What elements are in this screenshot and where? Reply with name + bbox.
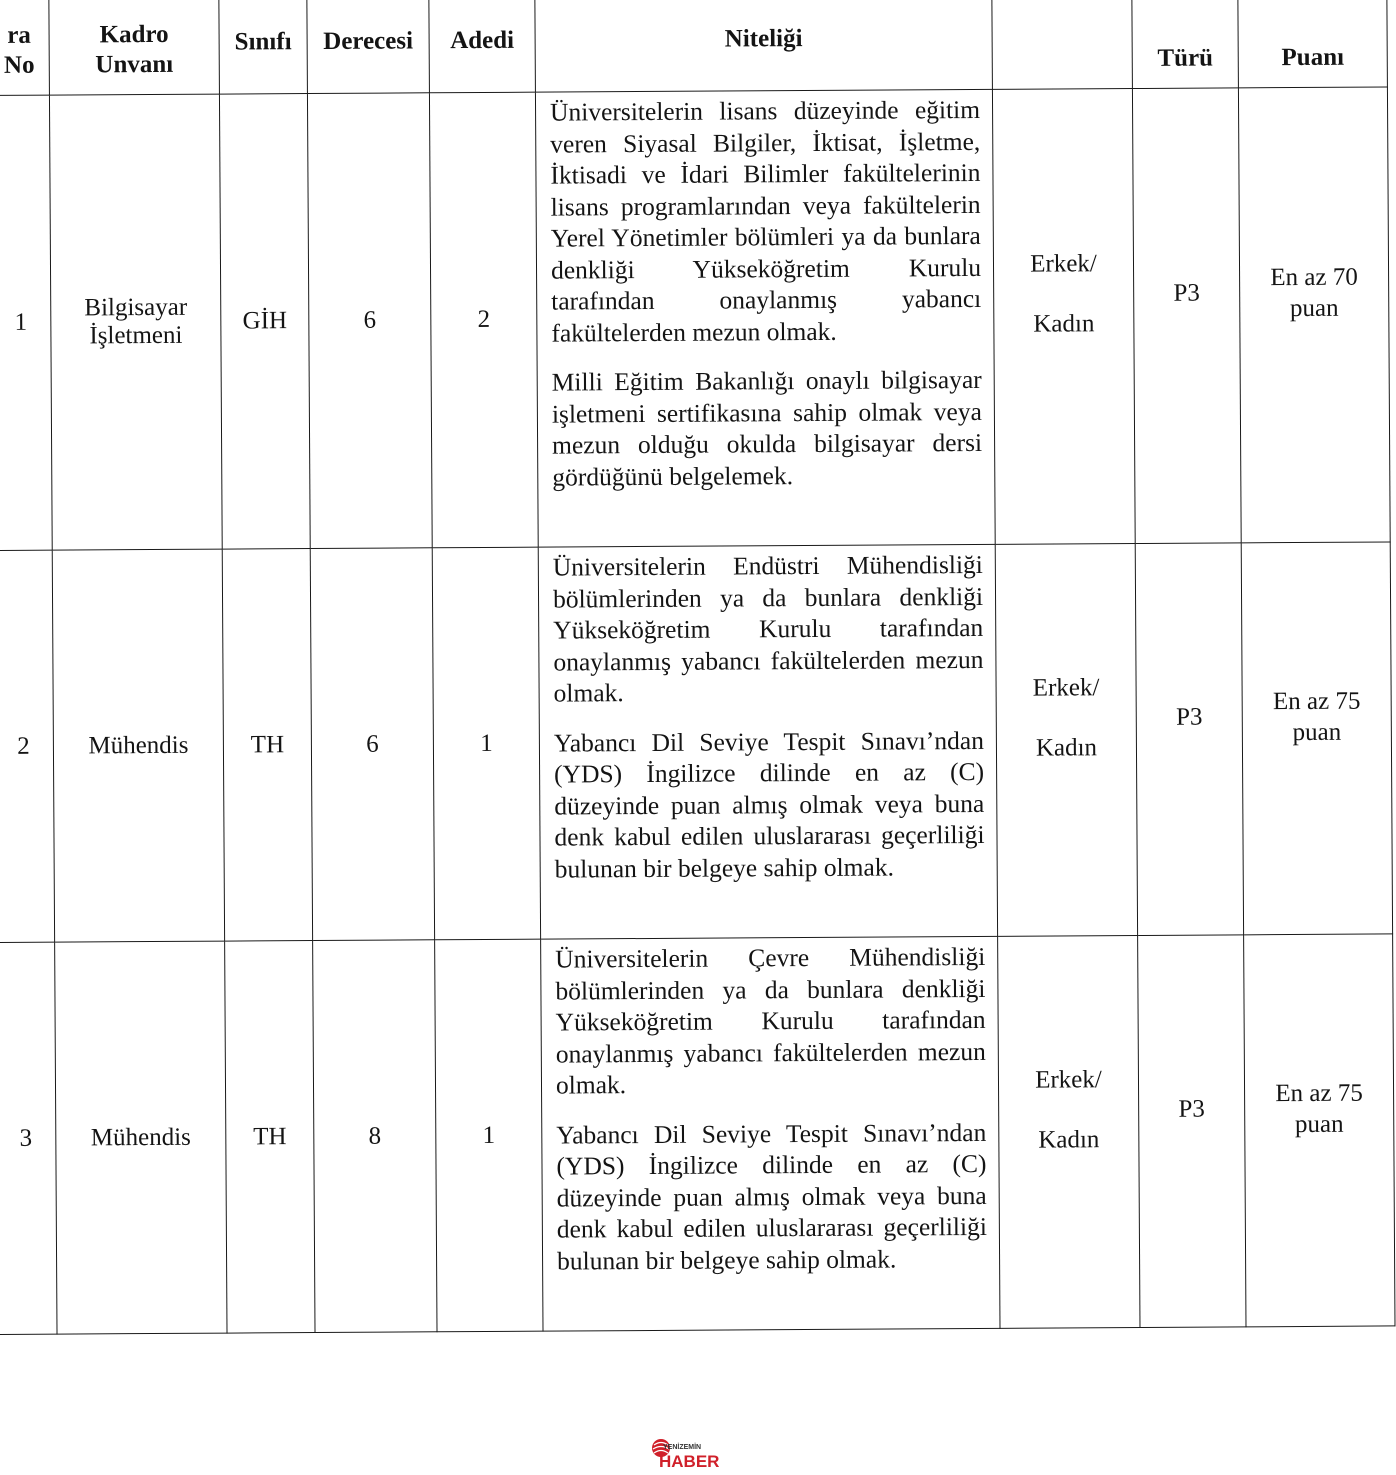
table-row	[0, 87, 1390, 551]
nitelik-paragraph-1: Üniversitelerin Çevre Mühendisliği bölümlerinden ya da bunlara denkliği Yükseköğretim Kurulu tarafından onaylanmış yabancı fakültelerden mezun olmak.	[555, 941, 986, 1100]
cell-nitelik	[538, 544, 997, 939]
header-kpss-turu-label: Türü	[1157, 44, 1214, 72]
cell-derece: 8	[313, 940, 437, 1333]
cell-kpss-turu	[1138, 935, 1246, 1328]
cell-no: 1	[0, 95, 52, 550]
header-adedi-label: Adedi	[450, 26, 515, 55]
cell-cinsiyet	[992, 89, 1135, 545]
nitelik-paragraph-2: Milli Eğitim Bakanlığı onaylı bilgisayar işletmeni sertifikasına sahip olmak veya mezun olduğu okulda bilgisayar dersi gördüğünü belgelemek.	[551, 364, 983, 492]
cell-no: 3	[0, 942, 57, 1334]
header-row	[0, 0, 1387, 95]
unvan-line2: İşletmeni	[89, 321, 183, 350]
puan-line2: puan	[1292, 718, 1342, 746]
cell-kpss-puani	[1244, 934, 1395, 1327]
header-kpss-puani-label: Puanı	[1281, 43, 1345, 72]
header-niteligi	[534, 0, 992, 92]
unvan-line1: Bilgisayar	[84, 293, 188, 322]
logo-bottom-text: HABER	[659, 1452, 720, 1471]
cinsiyet-line2: Kadın	[1038, 1125, 1100, 1154]
cell-nitelik	[535, 89, 995, 547]
cinsiyet-line1: Erkek/	[1035, 1065, 1102, 1094]
unvan-line1: Mühendis	[90, 1123, 191, 1151]
cell-kpss-turu	[1132, 88, 1241, 544]
nitelik-paragraph-1: Üniversitelerin lisans düzeyinde eğitim veren Siyasal Bilgiler, İktisat, İşletme, İktisadi ve İdari Bilimler fakültelerinin lisans programlarından veya fakültelerin Yerel Yönetimler bölümleri ya da bunlara denkliği Yükseköğretim Kurulu tarafından onaylanmış yabancı fakültelerden mezun olmak.	[549, 94, 982, 348]
nitelik-paragraph-1: Üniversitelerin Endüstri Mühendisliği bölümlerinden ya da bunlara denkliği Yükseköğretim Kurulu tarafından onaylanmış yabancı fakültelerden mezun olmak.	[552, 549, 984, 708]
header-sira-no-line1: ra	[7, 21, 31, 49]
kpss-turu-value: P3	[1173, 279, 1200, 307]
puan-line2: puan	[1289, 294, 1339, 323]
puan-line1: En az 75	[1272, 687, 1361, 715]
header-cinsiyet-label	[993, 52, 1132, 53]
cinsiyet-line1: Erkek/	[1032, 673, 1100, 702]
header-cinsiyet	[991, 0, 1132, 89]
header-sinifi-label: Sınıfı	[234, 28, 292, 56]
header-sinifi	[218, 0, 307, 94]
cell-sinif: TH	[222, 549, 312, 942]
header-niteligi-label: Niteliği	[724, 25, 803, 53]
cell-derece: 6	[307, 93, 432, 549]
cell-derece: 6	[310, 548, 434, 941]
table-row	[0, 934, 1395, 1335]
header-kpss-turu	[1131, 0, 1238, 89]
puan-line2: puan	[1294, 1110, 1344, 1138]
kpss-turu-value: P3	[1175, 703, 1203, 731]
cinsiyet-line2: Kadın	[1035, 733, 1098, 762]
cinsiyet-line2: Kadın	[1033, 310, 1095, 338]
cell-unvan	[55, 941, 227, 1334]
header-kadro-unvani	[49, 0, 220, 95]
cinsiyet-line1: Erkek/	[1030, 250, 1097, 278]
header-adedi	[428, 0, 535, 93]
header-derecesi	[306, 0, 429, 94]
cell-adet: 2	[429, 92, 538, 548]
kpss-turu-value: P3	[1178, 1095, 1205, 1123]
puan-line1: En az 75	[1275, 1079, 1363, 1107]
cell-unvan	[49, 94, 222, 550]
header-sira-no	[0, 0, 49, 95]
cell-cinsiyet	[995, 544, 1137, 937]
cell-no: 2	[0, 550, 55, 942]
header-derecesi-label: Derecesi	[323, 27, 414, 55]
cell-sinif: GİH	[219, 94, 310, 550]
header-kpss-puani	[1237, 0, 1387, 88]
cell-sinif: TH	[225, 941, 315, 1334]
header-kadro-line2: Unvanı	[95, 50, 174, 79]
cell-kpss-turu	[1135, 543, 1243, 936]
cell-cinsiyet	[998, 935, 1140, 1328]
header-kadro-line1: Kadro	[99, 20, 169, 49]
cell-adet: 1	[435, 939, 543, 1332]
cell-kpss-puani	[1238, 87, 1390, 543]
table-row	[0, 542, 1393, 943]
cell-unvan	[52, 549, 224, 942]
cell-adet: 1	[432, 547, 540, 940]
nitelik-paragraph-2: Yabancı Dil Seviye Tespit Sınavı’ndan (YDS) İngilizce dilinde en az (C) düzeyinde puan almış olmak veya buna denk kabul edilen uluslararası geçerliliği bulunan bir belgeye sahip olmak.	[556, 1117, 987, 1276]
header-sira-no-line2: No	[3, 51, 35, 79]
cell-kpss-puani	[1241, 542, 1392, 935]
yenizemin-haber-logo	[649, 1436, 720, 1472]
logo-top-text: YENİZEMİN	[663, 1444, 702, 1451]
unvan-line1: Mühendis	[88, 731, 189, 759]
puan-line1: En az 70	[1270, 263, 1358, 292]
nitelik-paragraph-2: Yabancı Dil Seviye Tespit Sınavı’ndan (YDS) İngilizce dilinde en az (C) düzeyinde puan almış olmak veya buna denk kabul edilen uluslararası geçerliliği bulunan bir belgeye sahip olmak.	[553, 725, 985, 884]
cell-nitelik	[541, 936, 1000, 1331]
